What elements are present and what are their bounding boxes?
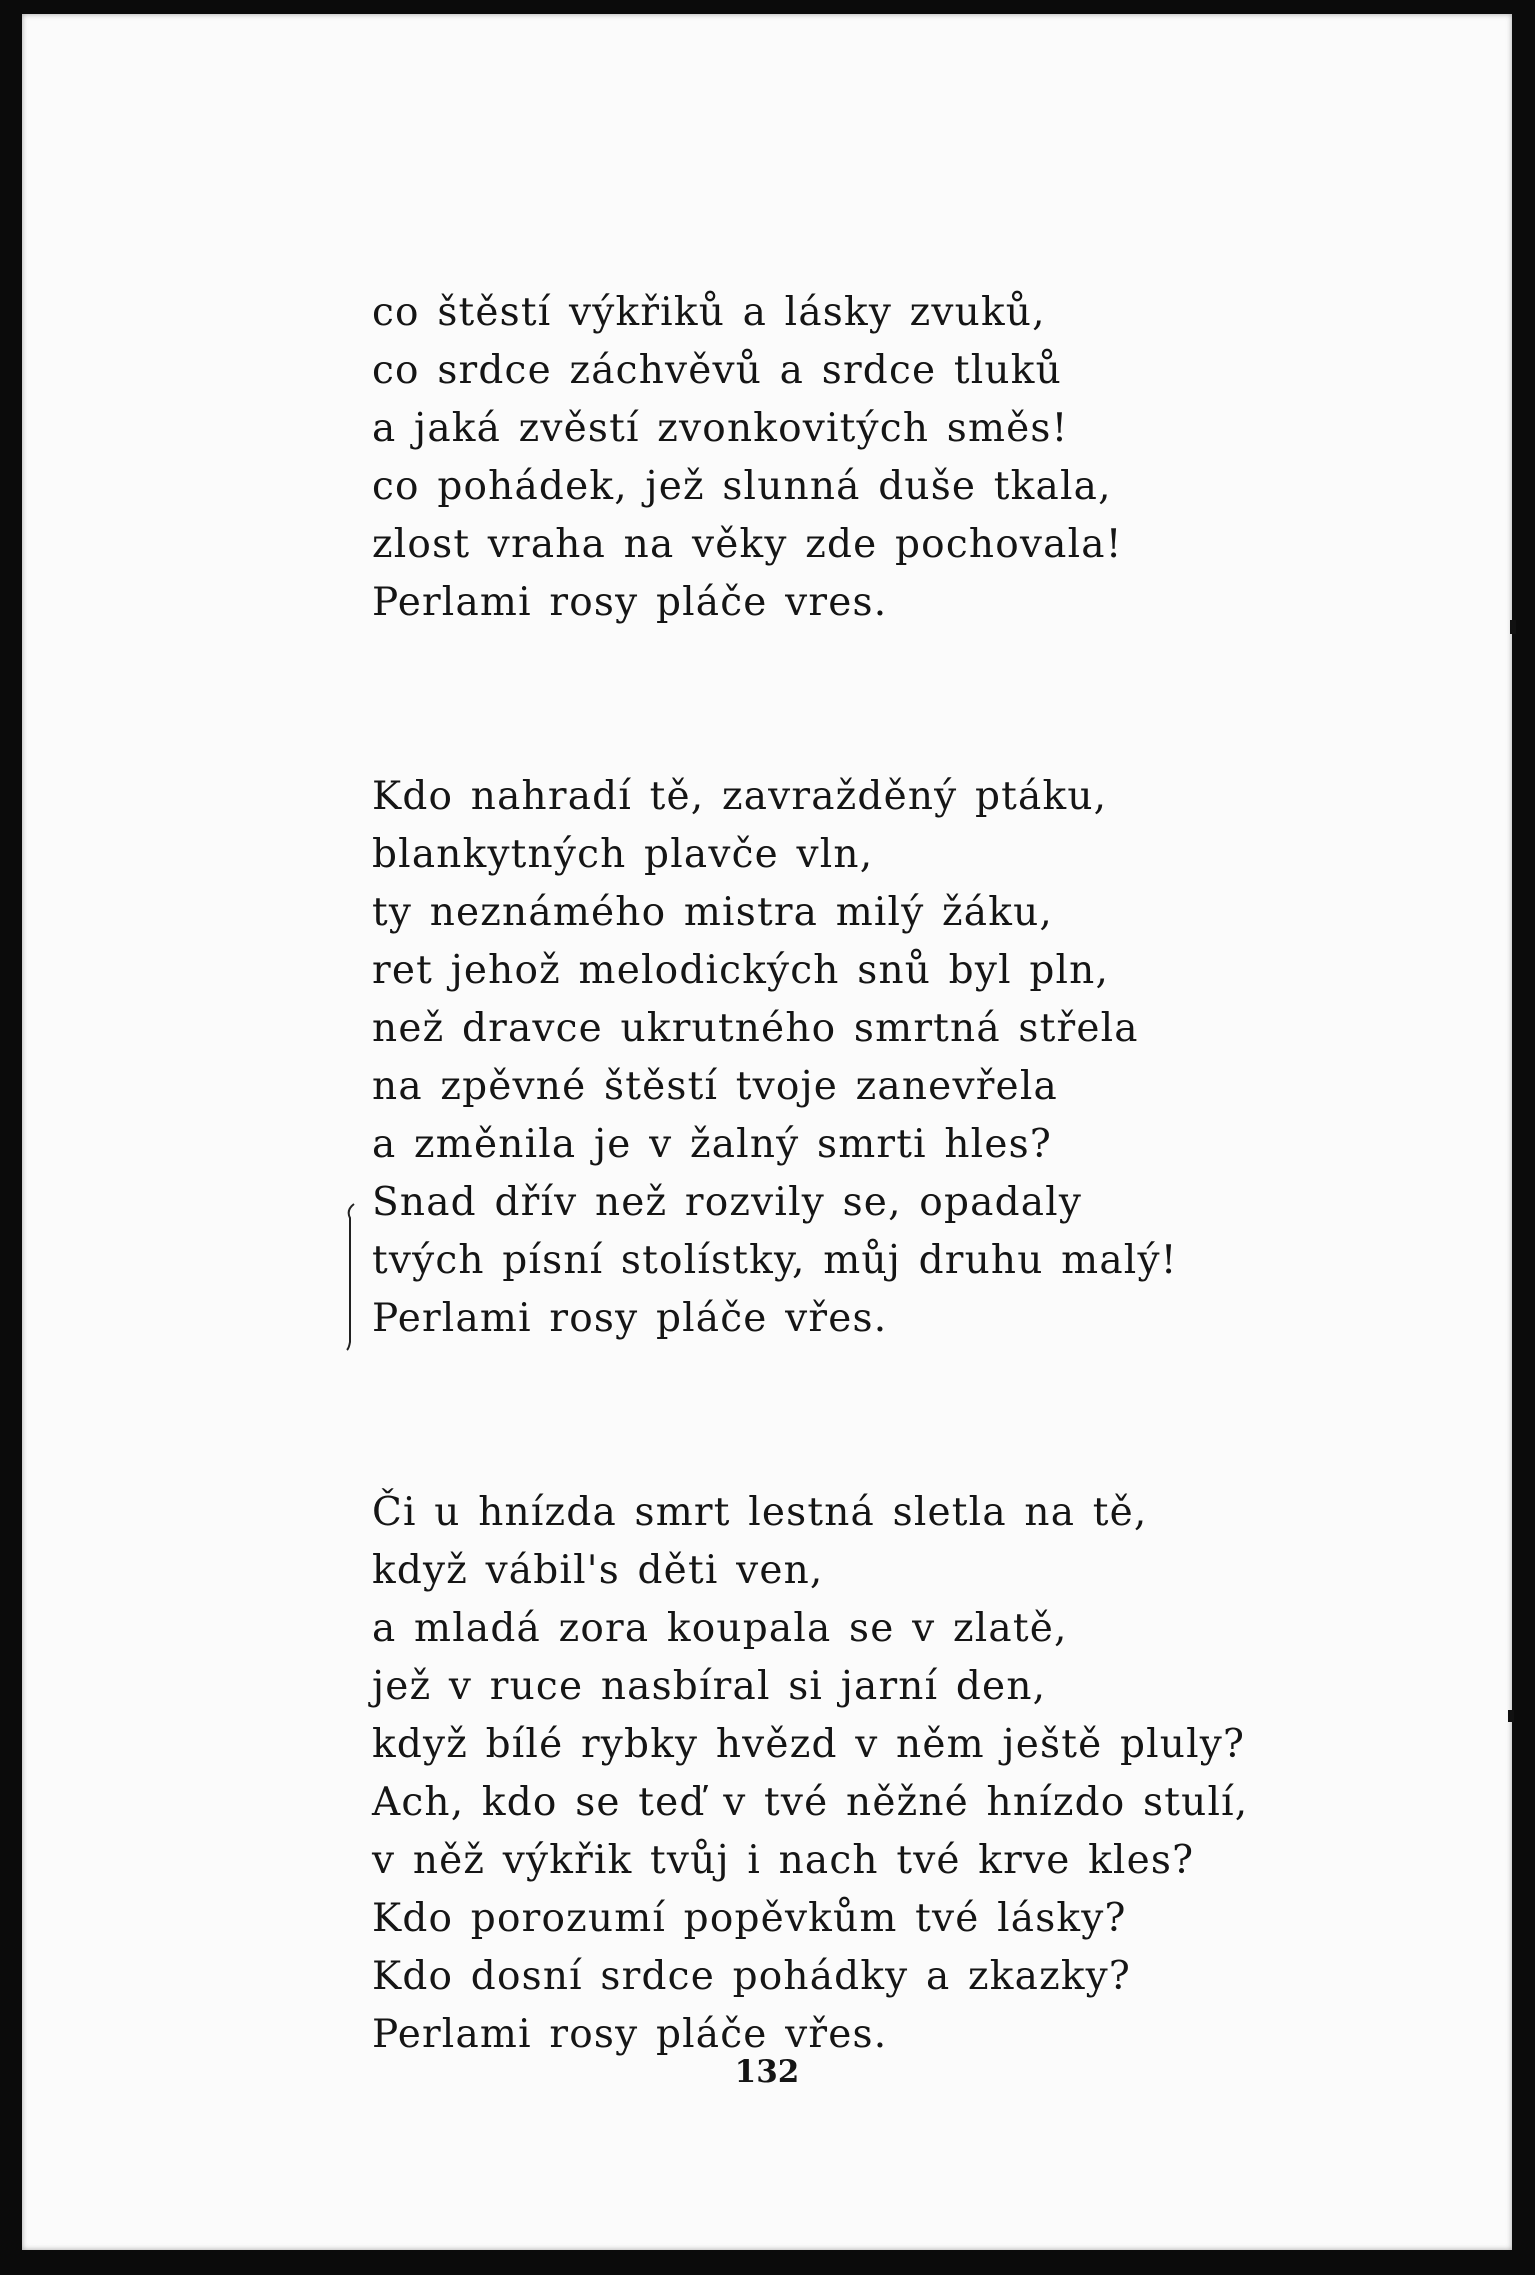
scan-edge-mark xyxy=(1510,620,1516,634)
verse-line: Či u hnízda smrt lestná sletla na tě, xyxy=(372,1490,1148,1535)
book-page xyxy=(22,14,1512,2250)
refrain-line: Perlami rosy pláče vřes. xyxy=(372,1296,888,1341)
poem-text xyxy=(372,284,1248,2064)
verse-line: Kdo nahradí tě, zavražděný ptáku, xyxy=(372,774,1108,819)
verse-line: Snad dřív než rozvily se, opadaly xyxy=(372,1180,1083,1225)
verse-line: co srdce záchvěvů a srdce tluků xyxy=(372,348,1062,393)
stanza-1 xyxy=(372,284,1248,632)
refrain-line: Perlami rosy pláče vres. xyxy=(372,580,888,625)
verse-line: když bílé rybky hvězd v něm ještě pluly? xyxy=(372,1722,1246,1767)
verse-line: Ach, kdo se teď v tvé něžné hnízdo stulí, xyxy=(372,1780,1249,1825)
verse-line: Kdo porozumí popěvkům tvé lásky? xyxy=(372,1896,1127,1941)
verse-line: ret jehož melodických snů byl pln, xyxy=(372,948,1110,993)
verse-line: ty neznámého mistra milý žáku, xyxy=(372,890,1054,935)
margin-pencil-mark xyxy=(344,1202,358,1352)
stanza-2 xyxy=(372,768,1248,1348)
verse-line: tvých písní stolístky, můj druhu malý! xyxy=(372,1238,1178,1283)
verse-line: zlost vraha na věky zde pochovala! xyxy=(372,522,1123,567)
verse-line: a mladá zora koupala se v zlatě, xyxy=(372,1606,1068,1651)
verse-line: na zpěvné štěstí tvoje zanevřela xyxy=(372,1064,1058,1109)
verse-line: když vábil's děti ven, xyxy=(372,1548,824,1593)
stanza-3 xyxy=(372,1484,1248,2064)
verse-line: v něž výkřik tvůj i nach tvé krve kles? xyxy=(372,1838,1195,1883)
verse-line: co pohádek, jež slunná duše tkala, xyxy=(372,464,1112,509)
verse-line: a změnila je v žalný smrti hles? xyxy=(372,1122,1052,1167)
page-number: 132 xyxy=(734,2054,800,2090)
verse-line: jež v ruce nasbíral si jarní den, xyxy=(372,1664,1047,1709)
refrain-line: Perlami rosy pláče vřes. xyxy=(372,2012,888,2057)
verse-line: Kdo dosní srdce pohádky a zkazky? xyxy=(372,1954,1132,1999)
verse-line: co štěstí výkřiků a lásky zvuků, xyxy=(372,290,1046,335)
verse-line: a jaká zvěstí zvonkovitých směs! xyxy=(372,406,1069,451)
scan-edge-mark xyxy=(1508,1710,1514,1722)
verse-line: blankytných plavče vln, xyxy=(372,832,874,877)
verse-line: než dravce ukrutného smrtná střela xyxy=(372,1006,1139,1051)
